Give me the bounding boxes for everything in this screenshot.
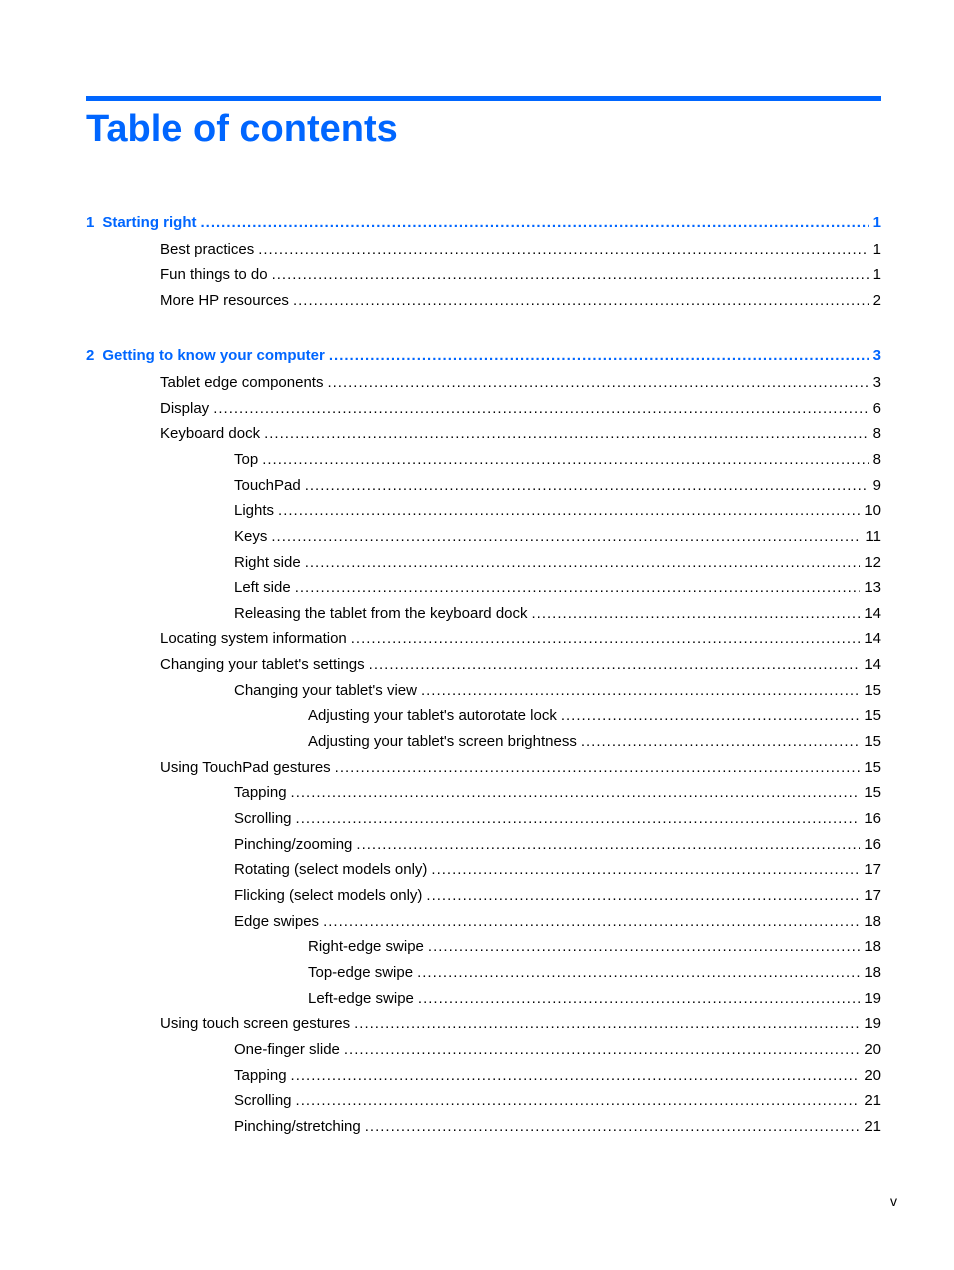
dot-leader — [293, 290, 869, 312]
toc-entry[interactable] — [308, 988, 881, 1010]
toc-entry[interactable] — [308, 705, 881, 727]
toc-entry-page: 15 — [864, 682, 881, 699]
dot-leader — [262, 449, 868, 471]
dot-leader — [354, 1013, 860, 1035]
toc-entry-title: Pinching/zooming — [234, 836, 353, 853]
dot-leader — [291, 1065, 861, 1087]
toc-entry-title: Adjusting your tablet's autorotate lock — [308, 707, 557, 724]
dot-leader — [272, 264, 869, 286]
dot-leader — [271, 526, 861, 548]
toc-entry[interactable] — [234, 577, 881, 599]
dot-leader — [421, 680, 860, 702]
toc-entry-title: Using TouchPad gestures — [160, 759, 331, 776]
toc-entry-page: 15 — [864, 733, 881, 750]
toc-entry[interactable] — [234, 603, 881, 625]
toc-entry-title: Top-edge swipe — [308, 964, 414, 981]
toc-entry-title: Getting to know your computer — [102, 347, 325, 364]
toc-chapter-number: 2 — [86, 347, 95, 364]
dot-leader — [295, 577, 861, 599]
toc-entry-page: 21 — [864, 1092, 881, 1109]
dot-leader — [418, 988, 860, 1010]
dot-leader — [335, 757, 861, 779]
toc-entry[interactable] — [160, 423, 881, 445]
toc-entry-title: Top — [234, 451, 259, 468]
toc-entry[interactable] — [234, 500, 881, 522]
toc-entry-title: Scrolling — [234, 1092, 292, 1109]
toc-entry[interactable] — [234, 475, 881, 497]
toc-entry-page: 14 — [864, 630, 881, 647]
toc-entry-title: Keyboard dock — [160, 425, 261, 442]
toc-entry[interactable] — [160, 757, 881, 779]
dot-leader — [431, 859, 860, 881]
dot-leader — [323, 911, 860, 933]
toc-entry[interactable] — [234, 885, 881, 907]
toc-entry-page: 3 — [872, 374, 881, 391]
toc-entry-page: 1 — [872, 241, 881, 258]
toc-entry-title: Display — [160, 400, 210, 417]
dot-leader — [291, 782, 861, 804]
toc-entry-page: 17 — [864, 887, 881, 904]
toc-entry-page: 13 — [864, 579, 881, 596]
page-number: v — [890, 1193, 897, 1209]
toc-entry-title: Left-edge swipe — [308, 990, 414, 1007]
toc-entry[interactable] — [160, 398, 881, 420]
toc-entry-page: 14 — [864, 605, 881, 622]
toc-entry-title: Right-edge swipe — [308, 938, 424, 955]
toc-entry-title: Tablet edge components — [160, 374, 324, 391]
toc-entry-page: 9 — [872, 477, 881, 494]
toc-entry-page: 16 — [864, 810, 881, 827]
toc-entry[interactable] — [234, 1116, 881, 1138]
toc-entry-page: 15 — [864, 784, 881, 801]
toc-entry[interactable] — [160, 654, 881, 676]
toc-chapter[interactable] — [86, 212, 881, 234]
toc-entry-title: Flicking (select models only) — [234, 887, 423, 904]
toc-entry[interactable] — [234, 834, 881, 856]
dot-leader — [351, 628, 861, 650]
toc-entry-title: TouchPad — [234, 477, 301, 494]
toc-entry-title: Releasing the tablet from the keyboard dock — [234, 605, 528, 622]
toc-entry-title: Adjusting your tablet's screen brightness — [308, 733, 577, 750]
toc-entry-title: Left side — [234, 579, 291, 596]
toc-entry-page: 17 — [864, 861, 881, 878]
dot-leader — [305, 552, 861, 574]
dot-leader — [417, 962, 860, 984]
toc-entry-title: Tapping — [234, 784, 287, 801]
toc-entry[interactable] — [234, 526, 881, 548]
toc-entry-page: 18 — [864, 938, 881, 955]
toc-entry-page: 19 — [864, 1015, 881, 1032]
dot-leader — [296, 808, 861, 830]
dot-leader — [356, 834, 860, 856]
toc-entry[interactable] — [160, 628, 881, 650]
toc-entry[interactable] — [234, 911, 881, 933]
toc-entry-title: Changing your tablet's settings — [160, 656, 365, 673]
dot-leader — [426, 885, 860, 907]
toc-entry[interactable] — [160, 372, 881, 394]
toc-entry-page: 15 — [864, 707, 881, 724]
toc-entry-page: 1 — [872, 214, 881, 231]
toc-entry-title: Using touch screen gestures — [160, 1015, 351, 1032]
toc-entry-page: 21 — [864, 1118, 881, 1135]
toc-entry[interactable] — [160, 290, 881, 312]
toc-entry[interactable] — [234, 449, 881, 471]
dot-leader — [428, 936, 860, 958]
toc-entry-title: Locating system information — [160, 630, 347, 647]
toc-entry[interactable] — [160, 239, 881, 261]
toc-entry[interactable] — [308, 731, 881, 753]
toc-entry-page: 3 — [872, 347, 881, 364]
page-title: Table of contents — [86, 108, 398, 150]
toc-entry-page: 19 — [864, 990, 881, 1007]
toc-entry[interactable] — [160, 1013, 881, 1035]
dot-leader — [327, 372, 868, 394]
dot-leader — [258, 239, 868, 261]
dot-leader — [561, 705, 860, 727]
toc-entry-page: 1 — [872, 266, 881, 283]
toc-entry-page: 8 — [872, 451, 881, 468]
toc-entry-title: One-finger slide — [234, 1041, 340, 1058]
toc-entry-title: Changing your tablet's view — [234, 682, 417, 699]
toc-entry-title: Edge swipes — [234, 913, 320, 930]
toc-entry-title: Lights — [234, 502, 275, 519]
toc-entry-title: Best practices — [160, 241, 255, 258]
toc-entry-page: 18 — [864, 964, 881, 981]
toc-entry-title: Starting right — [102, 214, 197, 231]
toc-entry[interactable] — [234, 552, 881, 574]
toc-entry-page: 14 — [864, 656, 881, 673]
dot-leader — [344, 1039, 860, 1061]
toc-entry-page: 20 — [864, 1041, 881, 1058]
toc-entry-page: 18 — [864, 913, 881, 930]
toc-entry-page: 10 — [864, 502, 881, 519]
toc-entry-title: Right side — [234, 554, 301, 571]
toc-entry-page: 20 — [864, 1067, 881, 1084]
toc-entry-page: 2 — [872, 292, 881, 309]
toc-entry[interactable] — [234, 1039, 881, 1061]
toc-chapter-number: 1 — [86, 214, 95, 231]
dot-leader — [213, 398, 868, 420]
toc-entry-page: 12 — [864, 554, 881, 571]
toc-entry-title: Tapping — [234, 1067, 287, 1084]
toc-entry-title: Scrolling — [234, 810, 292, 827]
dot-leader — [264, 423, 869, 445]
toc-entry[interactable] — [234, 680, 881, 702]
dot-leader — [532, 603, 861, 625]
toc-entry-title: Pinching/stretching — [234, 1118, 361, 1135]
dot-leader — [329, 345, 869, 367]
toc-entry[interactable] — [234, 859, 881, 881]
toc-entry-title: Fun things to do — [160, 266, 268, 283]
toc-entry[interactable] — [234, 808, 881, 830]
toc-entry[interactable] — [160, 264, 881, 286]
toc-entry-page: 8 — [872, 425, 881, 442]
dot-leader — [201, 212, 869, 234]
toc-entry[interactable] — [308, 962, 881, 984]
toc-entry[interactable] — [234, 1090, 881, 1112]
toc-entry[interactable] — [234, 1065, 881, 1087]
toc-entry-title: More HP resources — [160, 292, 289, 309]
toc-entry-title: Keys — [234, 528, 268, 545]
dot-leader — [581, 731, 860, 753]
dot-leader — [296, 1090, 861, 1112]
toc-entry-title: Rotating (select models only) — [234, 861, 428, 878]
toc-entry[interactable] — [308, 936, 881, 958]
dot-leader — [305, 475, 869, 497]
toc-entry-page: 6 — [872, 400, 881, 417]
toc-entry-page: 16 — [864, 836, 881, 853]
dot-leader — [369, 654, 861, 676]
toc-entry-page: 15 — [864, 759, 881, 776]
toc-entry[interactable] — [234, 782, 881, 804]
toc-entry-page: 11 — [865, 528, 881, 545]
toc-chapter[interactable] — [86, 345, 881, 367]
dot-leader — [278, 500, 860, 522]
dot-leader — [365, 1116, 861, 1138]
